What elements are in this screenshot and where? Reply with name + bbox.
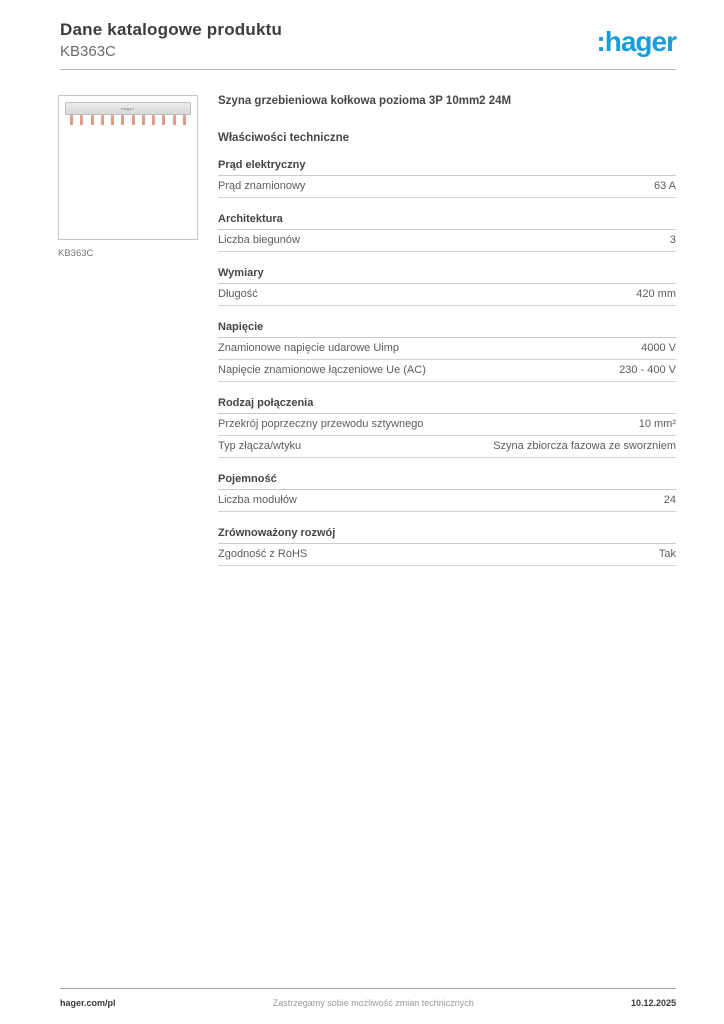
busbar-pin bbox=[152, 115, 155, 125]
technical-properties-heading: Właściwości techniczne bbox=[218, 131, 350, 144]
product-name: Szyna grzebieniowa kołkowa pozioma 3P 10mm2 24M bbox=[218, 95, 512, 107]
spec-value: 3 bbox=[669, 233, 676, 246]
busbar-pin bbox=[70, 115, 73, 125]
spec-value: Tak bbox=[658, 547, 676, 560]
busbar-pins bbox=[70, 115, 186, 125]
spec-label: Napięcie znamionowe łączeniowe Ue (AC) bbox=[218, 363, 426, 376]
main-content bbox=[58, 95, 676, 566]
spec-label: Prąd znamionowy bbox=[218, 179, 306, 192]
product-image-column bbox=[58, 95, 198, 259]
spec-group-title: Napięcie bbox=[218, 321, 676, 338]
spec-value: 230 - 400 V bbox=[619, 363, 676, 376]
spec-group bbox=[218, 213, 676, 252]
busbar-pin bbox=[183, 115, 186, 125]
busbar-pin bbox=[91, 115, 94, 125]
spec-label: Znamionowe napięcie udarowe Uimp bbox=[218, 341, 399, 354]
busbar-pin bbox=[162, 115, 165, 125]
spec-row bbox=[218, 230, 676, 252]
page-footer bbox=[60, 988, 676, 1008]
spec-row bbox=[218, 360, 676, 382]
footer-date: 10.12.2025 bbox=[630, 998, 676, 1008]
page-title: Dane katalogowe produktu bbox=[60, 20, 283, 39]
busbar-pin bbox=[111, 115, 114, 125]
busbar-pin bbox=[173, 115, 176, 125]
spec-row bbox=[218, 176, 676, 198]
busbar-pin bbox=[121, 115, 124, 125]
spec-row bbox=[218, 338, 676, 360]
busbar-pin bbox=[132, 115, 135, 125]
spec-label: Zgodność z RoHS bbox=[218, 547, 308, 560]
spec-group bbox=[218, 397, 676, 458]
product-code: KB363C bbox=[60, 43, 116, 60]
spec-value: 4000 V bbox=[641, 341, 676, 354]
busbar-graphic bbox=[65, 102, 191, 115]
spec-label: Liczba modułów bbox=[218, 493, 297, 506]
header-divider bbox=[60, 69, 676, 70]
spec-value: 10 mm² bbox=[638, 417, 676, 430]
spec-value: 420 mm bbox=[636, 287, 676, 300]
spec-label: Długość bbox=[218, 287, 258, 300]
spec-row bbox=[218, 414, 676, 436]
product-image-caption: KB363C bbox=[58, 248, 94, 259]
spec-value: Szyna zbiorcza fazowa ze sworzniem bbox=[493, 439, 676, 452]
spec-group-title: Rodzaj połączenia bbox=[218, 397, 676, 414]
footer-website: hager.com/pl bbox=[60, 998, 116, 1008]
spec-label: Typ złącza/wtyku bbox=[218, 439, 302, 452]
product-image bbox=[58, 95, 198, 240]
spec-group bbox=[218, 159, 676, 198]
spec-group bbox=[218, 267, 676, 306]
spec-group bbox=[218, 321, 676, 382]
spec-column bbox=[218, 95, 676, 566]
page-header bbox=[60, 20, 676, 60]
spec-label: Przekrój poprzeczny przewodu sztywnego bbox=[218, 417, 424, 430]
spec-group-title: Wymiary bbox=[218, 267, 676, 284]
busbar-pin bbox=[142, 115, 145, 125]
spec-group-title: Prąd elektryczny bbox=[218, 159, 676, 176]
spec-value: 63 A bbox=[653, 179, 676, 192]
spec-row bbox=[218, 436, 676, 458]
spec-group-title: Pojemność bbox=[218, 473, 676, 490]
busbar-pin bbox=[101, 115, 104, 125]
spec-groups bbox=[218, 159, 676, 566]
spec-row bbox=[218, 544, 676, 566]
spec-row bbox=[218, 490, 676, 512]
spec-group bbox=[218, 473, 676, 512]
busbar-brand-text: hager bbox=[121, 106, 135, 111]
spec-label: Liczba biegunów bbox=[218, 233, 300, 246]
spec-value: 24 bbox=[663, 493, 676, 506]
spec-row bbox=[218, 284, 676, 306]
hager-logo: :hager bbox=[596, 26, 676, 57]
footer-disclaimer: Zastrzegamy sobie możliwość zmian technicznych bbox=[272, 998, 474, 1008]
spec-group bbox=[218, 527, 676, 566]
busbar-pin bbox=[80, 115, 83, 125]
spec-group-title: Zrównoważony rozwój bbox=[218, 527, 676, 544]
spec-group-title: Architektura bbox=[218, 213, 676, 230]
